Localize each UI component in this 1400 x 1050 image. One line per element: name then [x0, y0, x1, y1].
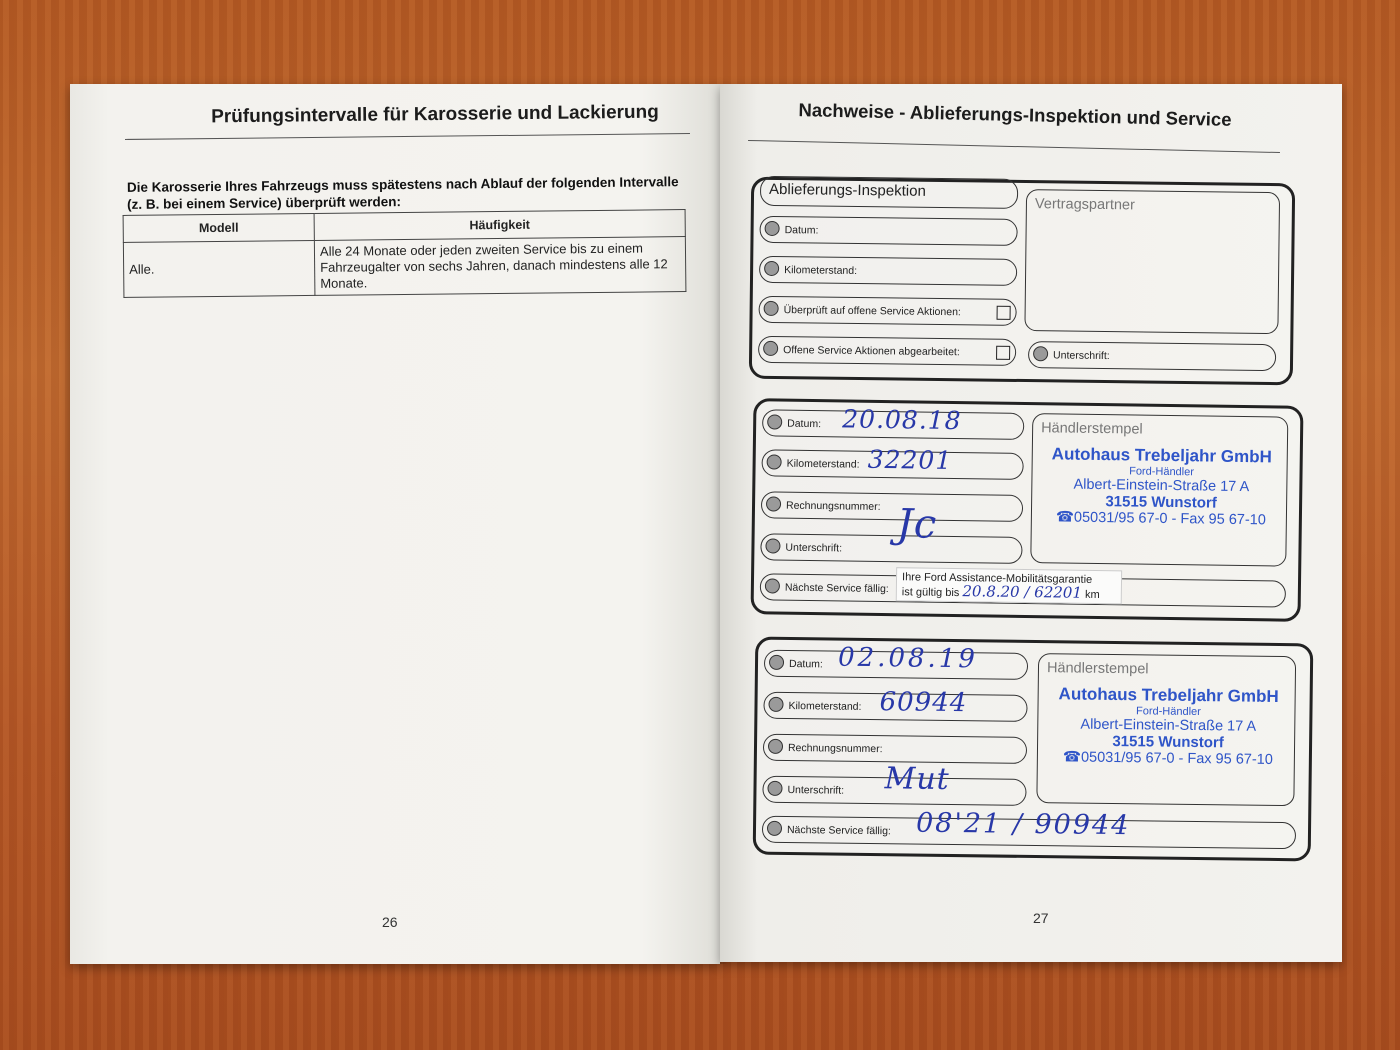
bullet-icon [765, 221, 780, 236]
dealer-stamp: Autohaus Trebeljahr GmbH Ford-Händler Albert-Einstein-Straße 17 A 31515 Wunstorf ☎05031/95 67-0 - Fax 95 67-10 [1051, 444, 1272, 529]
table-cell-frequency: Alle 24 Monate oder jeden zweiten Service bis zu einem Fahrzeugalter von sechs Jahren, danach mindestens alle 12 Monate. [314, 237, 686, 296]
service2-date-field: Datum: [764, 650, 1028, 680]
phone-icon: ☎ [1062, 749, 1082, 766]
title-rule [125, 133, 690, 140]
bullet-icon [765, 578, 780, 593]
service2-km-value: 60944 [879, 687, 968, 719]
delivery-checked-field: Überprüft auf offene Service Aktionen: [758, 296, 1016, 326]
partner-label: Vertragspartner [1034, 196, 1135, 214]
mobility-guarantee-sticker: Ihre Ford Assistance-Mobilitätsgarantie ist gültig bis 20.8.20 / 62201 km [896, 567, 1122, 604]
table-header-frequency: Häufigkeit [314, 210, 685, 241]
dealer-stamp-label: Händlerstempel [1046, 660, 1149, 678]
delivery-heading-pill [760, 176, 1018, 209]
service2-date-value: 02.08.19 [837, 642, 979, 675]
service1-signature-field: Unterschrift: [760, 533, 1022, 564]
dealer-stamp-label: Händlerstempel [1041, 420, 1143, 438]
right-page [720, 84, 1342, 962]
checkbox-icon [997, 306, 1011, 320]
checkbox-icon [996, 346, 1010, 360]
bullet-icon [767, 781, 782, 796]
service1-dealer-stamp-box [1030, 413, 1288, 567]
service1-invoice-field: Rechnungsnummer: [761, 491, 1023, 522]
delivery-km-field: Kilometerstand: [759, 256, 1017, 286]
sticker-valid-until: 20.8.20 / 62201 [962, 582, 1083, 602]
dealer-stamp: Autohaus Trebeljahr GmbH Ford-Händler Albert-Einstein-Straße 17 A 31515 Wunstorf ☎05031/95 67-0 - Fax 95 67-10 [1058, 684, 1279, 768]
page-number-right: 27 [1033, 910, 1049, 926]
title-rule [748, 140, 1280, 153]
bullet-icon [763, 341, 778, 356]
delivery-date-field: Datum: [759, 216, 1017, 246]
bullet-icon [766, 496, 781, 511]
service-entry-2 [753, 637, 1314, 862]
phone-icon: ☎ [1055, 509, 1075, 526]
service1-km-field: Kilometerstand: [761, 449, 1023, 480]
right-page-title: Nachweise - Ablieferungs-Inspektion und Service [798, 99, 1232, 130]
delivery-done-field: Offene Service Aktionen abgearbeitet: [758, 336, 1016, 366]
delivery-inspection-card [749, 177, 1295, 386]
bullet-icon [768, 739, 783, 754]
delivery-heading: Ablieferungs-Inspektion [768, 180, 926, 200]
bullet-icon [769, 655, 784, 670]
service1-signature: Jc [896, 501, 938, 548]
service1-date-value: 20.08.18 [842, 404, 962, 436]
partner-box [1024, 189, 1280, 334]
interval-table [123, 209, 687, 298]
service1-next-field: Nächste Service fällig: [760, 573, 1286, 607]
bullet-icon [764, 301, 779, 316]
service2-signature-field: Unterschrift: [762, 776, 1026, 806]
service1-date-field: Datum: [762, 409, 1024, 440]
table-header-model: Modell [123, 213, 314, 242]
service2-signature: Mut [884, 761, 950, 797]
delivery-signature-field: Unterschrift: [1028, 341, 1276, 371]
service-entry-1 [751, 398, 1304, 622]
service2-km-field: Kilometerstand: [763, 692, 1027, 722]
service2-next-value: 08'21 / 90944 [915, 807, 1131, 842]
service2-dealer-stamp-box [1036, 653, 1296, 806]
bullet-icon [764, 261, 779, 276]
bullet-icon [767, 454, 782, 469]
left-page [70, 84, 720, 964]
table-cell-model: Alle. [123, 240, 315, 297]
service2-invoice-field: Rechnungsnummer: [763, 734, 1027, 764]
service2-next-field: Nächste Service fällig: [762, 816, 1296, 850]
bullet-icon [768, 697, 783, 712]
left-page-title: Prüfungsintervalle für Karosserie und Lackierung [211, 101, 659, 128]
intro-text: Die Karosserie Ihres Fahrzeugs muss spätestens nach Ablauf der folgenden Intervalle (z. B. bei einem Service) überprüft werden: [126, 174, 679, 212]
bullet-icon [765, 538, 780, 553]
page-number-left: 26 [382, 914, 398, 930]
bullet-icon [1033, 346, 1048, 361]
bullet-icon [767, 821, 782, 836]
table-row [123, 237, 686, 298]
bullet-icon [767, 414, 782, 429]
service1-km-value: 32201 [867, 444, 953, 475]
